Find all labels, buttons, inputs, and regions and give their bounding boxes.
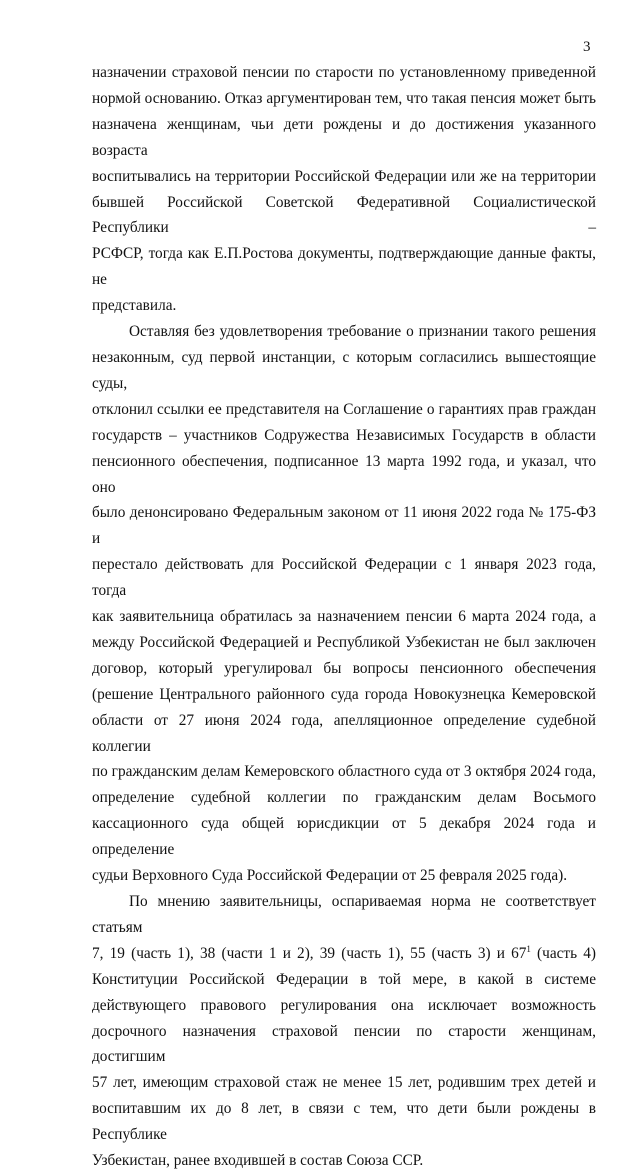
text-line: кассационного суда общей юрисдикции от 5 декабря 2024 года и определение <box>92 815 596 859</box>
text-line: (решение Центрального районного суда города Новокузнецка Кемеровской <box>92 685 596 703</box>
text-line: договор, который урегулировал бы вопросы пенсионного обеспечения <box>92 659 596 677</box>
text-line: назначении страховой пенсии по старости по установленному приведенной <box>92 64 596 81</box>
text-line: как заявительница обратилась за назначением пенсии 6 марта 2024 года, а <box>92 608 596 626</box>
text-line: области от 27 июня 2024 года, апелляционное определение судебной коллегии <box>92 711 596 755</box>
superscript-index: 1 <box>526 943 531 954</box>
text-line: бывшей Российской Советской Федеративной Социалистической Республики – <box>92 193 596 237</box>
text-line: перестало действовать для Российской Федерации с 1 января 2023 года, тогда <box>92 556 596 600</box>
text-line: воспитывались на территории Российской Федерации или же на территории <box>92 167 596 185</box>
text-line: воспитавшим их до 8 лет, в связи с тем, что дети были рождены в Республике <box>92 1100 596 1144</box>
text-line: Узбекистан, ранее входившей в состав Союза ССР. <box>92 1152 424 1170</box>
text-line: по гражданским делам Кемеровского областного суда от 3 октября 2024 года, <box>92 763 596 781</box>
text-line: отклонил ссылки ее представителя на Соглашение о гарантиях прав граждан <box>92 400 596 418</box>
text-line: 57 лет, имеющим страховой стаж не менее 15 лет, родившим трех детей и <box>92 1074 596 1092</box>
text-line: досрочного назначения страховой пенсии по старости женщинам, достигшим <box>92 1022 596 1066</box>
text-line: было денонсировано Федеральным законом от 11 июня 2022 года № 175-ФЗ и <box>92 504 596 548</box>
text-line: между Российской Федерацией и Республикой Узбекистан не был заключен <box>92 633 596 651</box>
text-segment: 7, 19 (часть 1), 38 (части 1 и 2), 39 (часть 1), 55 (часть 3) и 67 <box>92 944 527 962</box>
text-segment: (часть 4) <box>530 944 596 962</box>
paragraph-1 <box>92 60 596 319</box>
text-line: РСФСР, тогда как Е.П.Ростова документы, подтверждающие данные факты, не <box>92 245 596 289</box>
document-body <box>92 60 596 1174</box>
text-line: определение судебной коллегии по гражданским делам Восьмого <box>92 789 596 807</box>
text-line: По мнению заявительницы, оспариваемая норма не соответствует статьям <box>92 893 596 936</box>
paragraph-3 <box>92 889 596 1174</box>
text-line: представила. <box>92 297 177 315</box>
text-line: Оставляя без удовлетворения требование о признании такого решения <box>129 323 596 341</box>
text-line: нормой основанию. Отказ аргументирован тем, что такая пенсия может быть <box>92 89 596 107</box>
text-line: государств – участников Содружества Независимых Государств в области <box>92 426 596 444</box>
text-line: назначена женщинам, чьи дети рождены и до достижения указанного возраста <box>92 115 596 159</box>
text-line: действующего правового регулирования она исключает возможность <box>92 996 596 1014</box>
text-line-with-footnote <box>92 941 596 967</box>
text-line: судьи Верховного Суда Российской Федерации от 25 февраля 2025 года). <box>92 867 568 885</box>
page-number: 3 <box>583 39 591 55</box>
paragraph-2 <box>92 319 596 889</box>
text-line: Конституции Российской Федерации в той мере, в какой в системе <box>92 970 596 988</box>
text-line: пенсионного обеспечения, подписанное 13 марта 1992 года, и указал, что оно <box>92 452 596 496</box>
text-line: незаконным, суд первой инстанции, с которым согласились вышестоящие суды, <box>92 348 596 392</box>
